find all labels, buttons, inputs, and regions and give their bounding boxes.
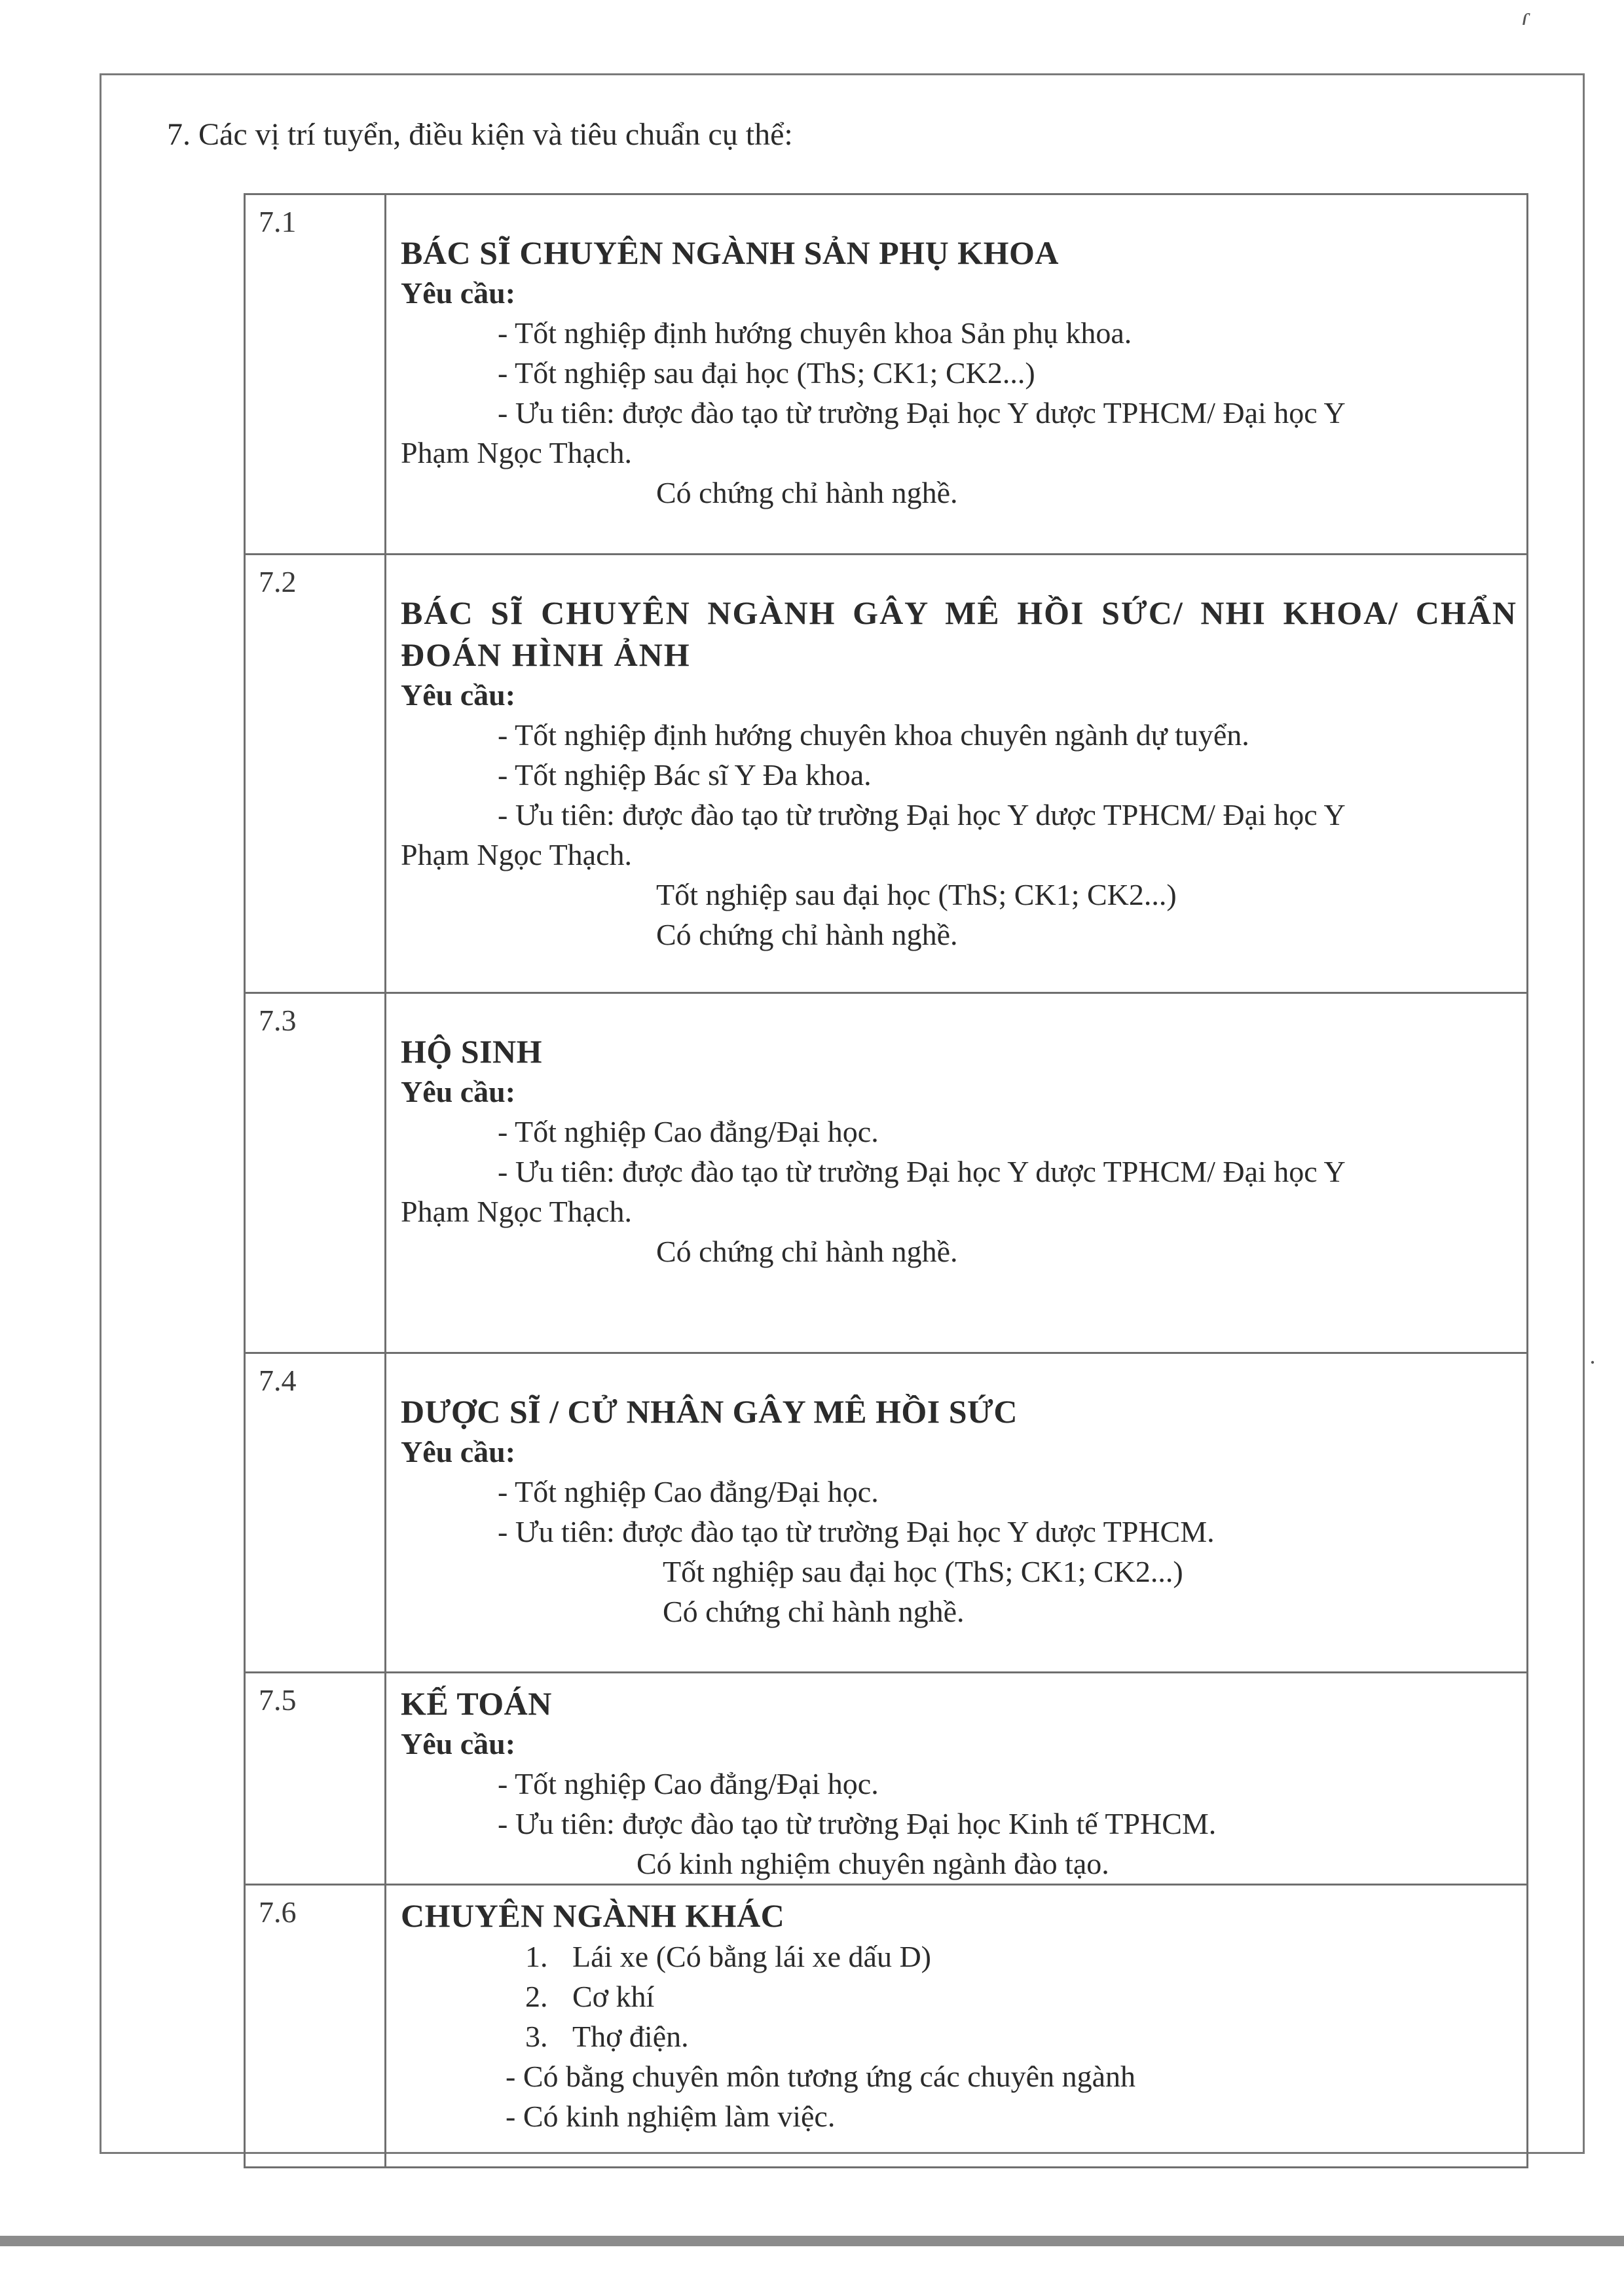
position-title: BÁC SĨ CHUYÊN NGÀNH SẢN PHỤ KHOA [401, 234, 1059, 271]
requirement-line: - Tốt nghiệp sau đại học (ThS; CK1; CK2...) [498, 356, 1035, 390]
requirement-line: Tốt nghiệp sau đại học (ThS; CK1; CK2...) [663, 1555, 1183, 1588]
list-item [401, 2016, 1517, 2056]
position-title: BÁC SĨ CHUYÊN NGÀNH GÂY MÊ HỒI SỨC/ NHI KHOA/ CHẨN ĐOÁN HÌNH ẢNH [401, 594, 1517, 673]
requirement-line: - Tốt nghiệp Cao đẳng/Đại học. [498, 1475, 879, 1508]
positions-table [244, 193, 1528, 2168]
requirement-line: Phạm Ngọc Thạch. [401, 436, 633, 469]
requirement-line: - Tốt nghiệp định hướng chuyên khoa chuyên ngành dự tuyển. [498, 718, 1249, 752]
requirement-label: Yêu cầu: [401, 276, 516, 310]
row-content [386, 1673, 1528, 1885]
requirement-line: - Tốt nghiệp Cao đẳng/Đại học. [498, 1767, 879, 1800]
table-row [245, 555, 1528, 993]
row-number: 7.4 [245, 1353, 386, 1673]
requirement-line: Có chứng chỉ hành nghề. [656, 918, 958, 951]
requirement-line: Có chứng chỉ hành nghề. [656, 476, 958, 509]
requirement-line: Có chứng chỉ hành nghề. [656, 1235, 958, 1268]
list-number: 3. [525, 2020, 548, 2053]
requirement-line: Phạm Ngọc Thạch. [401, 838, 633, 871]
list-number: 1. [525, 1940, 548, 1973]
row-content [386, 555, 1528, 993]
row-number: 7.2 [245, 555, 386, 993]
requirement-line: - Ưu tiên: được đào tạo từ trường Đại học Y dược TPHCM/ Đại học Y [498, 1155, 1346, 1188]
requirement-line: - Tốt nghiệp định hướng chuyên khoa Sản phụ khoa. [498, 316, 1132, 350]
requirement-line: Có kinh nghiệm chuyên ngành đào tạo. [637, 1847, 1109, 1880]
row-number: 7.5 [245, 1673, 386, 1885]
list-text: Cơ khí [572, 1980, 655, 2013]
list-item [401, 1937, 1517, 1977]
row-number: 7.6 [245, 1885, 386, 2168]
requirement-line: - Ưu tiên: được đào tạo từ trường Đại học Y dược TPHCM/ Đại học Y [498, 396, 1346, 429]
scan-corner-mark: ɾ [1521, 3, 1530, 31]
row-number: 7.3 [245, 993, 386, 1353]
requirement-label: Yêu cầu: [401, 1435, 516, 1468]
requirement-line: Tốt nghiệp sau đại học (ThS; CK1; CK2...) [656, 878, 1177, 911]
list-number: 2. [525, 1980, 548, 2013]
requirement-label: Yêu cầu: [401, 1727, 516, 1760]
position-title: KẾ TOÁN [401, 1685, 552, 1722]
requirement-line: Có chứng chỉ hành nghề. [663, 1595, 965, 1628]
row-number: 7.1 [245, 194, 386, 555]
table-row [245, 1353, 1528, 1673]
requirement-line: - Tốt nghiệp Cao đẳng/Đại học. [498, 1115, 879, 1148]
list-text: Thợ điện. [572, 2020, 689, 2053]
scan-side-mark: · [1589, 1349, 1596, 1376]
table-row [245, 993, 1528, 1353]
requirement-line: - Ưu tiên: được đào tạo từ trường Đại học Y dược TPHCM/ Đại học Y [498, 798, 1346, 831]
section-heading: 7. Các vị trí tuyển, điều kiện và tiêu chuẩn cụ thể: [167, 117, 793, 152]
table-row [245, 1885, 1528, 2168]
position-title: CHUYÊN NGÀNH KHÁC [401, 1897, 785, 1934]
scan-edge-strip [0, 2236, 1624, 2246]
row-content [386, 993, 1528, 1353]
row-content [386, 1353, 1528, 1673]
requirement-line: - Ưu tiên: được đào tạo từ trường Đại học Kinh tế TPHCM. [498, 1807, 1217, 1840]
position-title: DƯỢC SĨ / CỬ NHÂN GÂY MÊ HỒI SỨC [401, 1393, 1018, 1430]
requirement-line: Phạm Ngọc Thạch. [401, 1195, 633, 1228]
row-content [386, 194, 1528, 555]
list-text: Lái xe (Có bằng lái xe dấu D) [572, 1940, 931, 1973]
requirement-line: - Có bằng chuyên môn tương ứng các chuyên ngành [506, 2060, 1136, 2093]
requirement-label: Yêu cầu: [401, 1075, 516, 1108]
requirement-line: - Tốt nghiệp Bác sĩ Y Đa khoa. [498, 758, 872, 792]
row-content [386, 1885, 1528, 2168]
table-row [245, 1673, 1528, 1885]
requirement-line: - Có kinh nghiệm làm việc. [506, 2100, 836, 2133]
requirement-label: Yêu cầu: [401, 678, 516, 712]
requirement-line: - Ưu tiên: được đào tạo từ trường Đại học Y dược TPHCM. [498, 1515, 1215, 1548]
position-title: HỘ SINH [401, 1033, 543, 1070]
table-row [245, 194, 1528, 555]
list-item [401, 1977, 1517, 2016]
